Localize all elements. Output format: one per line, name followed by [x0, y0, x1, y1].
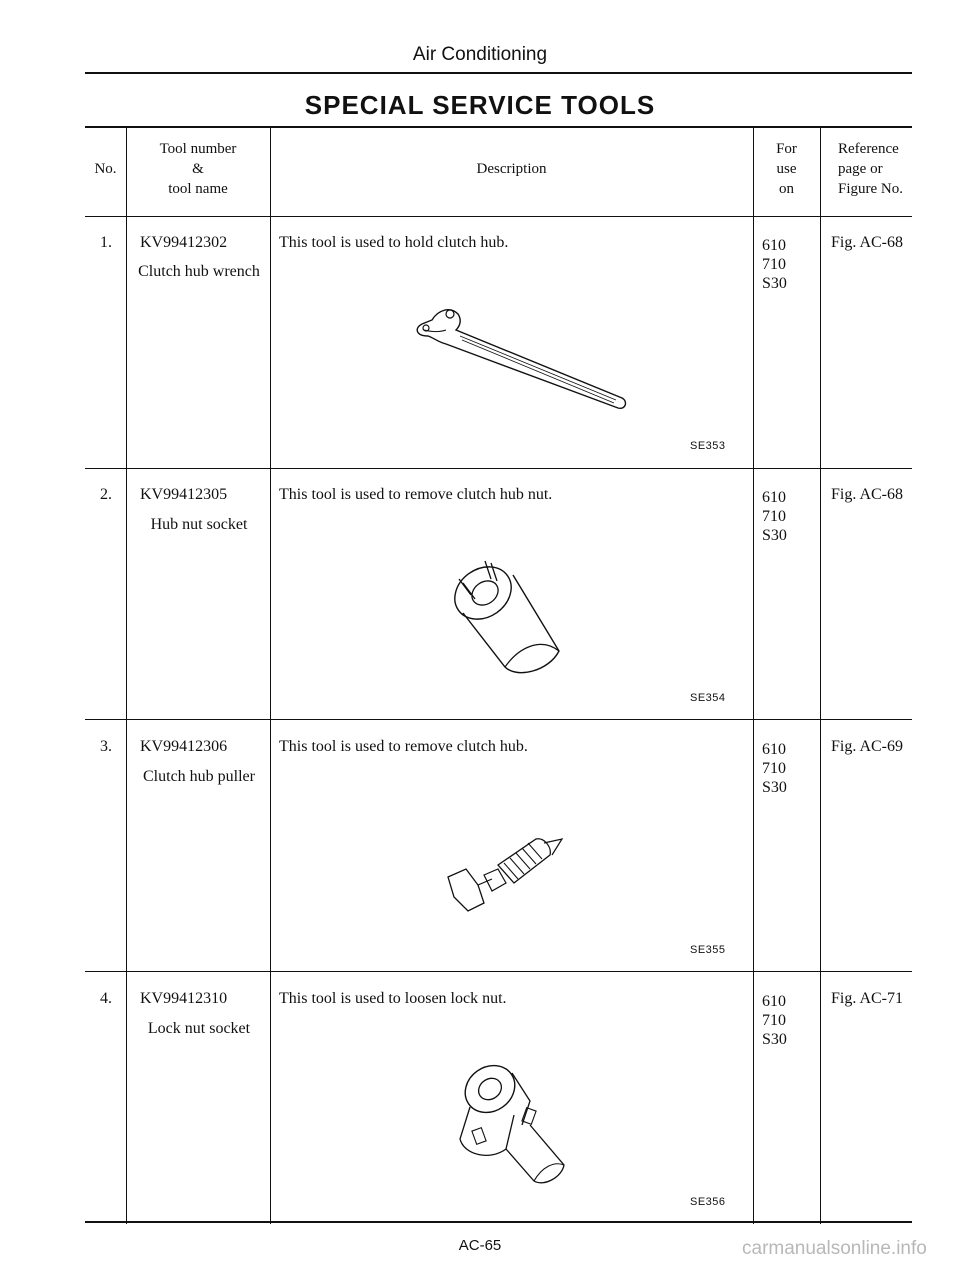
lock-nut-socket-illustration: [450, 1055, 580, 1190]
tool-number: KV99412305: [140, 486, 228, 503]
reference-figure: Fig. AC-71: [830, 990, 903, 1007]
figure-code: SE355: [690, 944, 726, 956]
model-list: 610 710 S30: [762, 237, 787, 292]
running-head: Air Conditioning: [412, 44, 548, 65]
header-reference: Reference page or Figure No.: [838, 141, 903, 197]
model-list: 610 710 S30: [762, 741, 787, 796]
row-number: 4.: [100, 990, 112, 1007]
column-divider: [270, 127, 271, 1224]
row-divider: [85, 468, 912, 469]
row-number: 3.: [100, 738, 112, 755]
column-divider: [820, 127, 821, 1224]
tool-number: KV99412302: [140, 234, 228, 251]
tool-description: This tool is used to remove clutch hub.: [279, 738, 528, 755]
table-bottom-rule: [85, 1221, 912, 1223]
figure-code: SE354: [690, 692, 726, 704]
clutch-hub-wrench-illustration: [410, 300, 630, 420]
reference-figure: Fig. AC-69: [830, 738, 903, 755]
column-divider: [753, 127, 754, 1224]
row-number: 1.: [100, 234, 112, 251]
row-divider: [85, 216, 912, 217]
row-number: 2.: [100, 486, 112, 503]
clutch-hub-puller-illustration: [440, 825, 570, 920]
page-number: AC-65: [458, 1237, 502, 1254]
tool-name: Lock nut socket: [147, 1020, 251, 1037]
header-rule: [85, 72, 912, 74]
figure-code: SE353: [690, 440, 726, 452]
tool-description: This tool is used to remove clutch hub nut.: [279, 486, 553, 503]
column-divider: [126, 127, 127, 1224]
reference-figure: Fig. AC-68: [830, 486, 903, 503]
reference-figure: Fig. AC-68: [830, 234, 903, 251]
tool-name: Clutch hub puller: [143, 768, 255, 785]
tool-name: Hub nut socket: [150, 516, 248, 533]
row-divider: [85, 971, 912, 972]
header-no: No.: [94, 161, 117, 177]
header-tool: Tool number & tool name: [159, 141, 237, 197]
row-divider: [85, 719, 912, 720]
model-list: 610 710 S30: [762, 993, 787, 1048]
page-title: SPECIAL SERVICE TOOLS: [304, 90, 656, 120]
watermark: carmanualsonline.info: [742, 1238, 927, 1259]
tool-description: This tool is used to loosen lock nut.: [279, 990, 507, 1007]
header-for-use-on: For use on: [776, 141, 797, 197]
tool-number: KV99412306: [140, 738, 228, 755]
tool-number: KV99412310: [140, 990, 228, 1007]
hub-nut-socket-illustration: [445, 555, 575, 685]
figure-code: SE356: [690, 1196, 726, 1208]
table-top-rule: [85, 126, 912, 128]
model-list: 610 710 S30: [762, 489, 787, 544]
tool-description: This tool is used to hold clutch hub.: [279, 234, 509, 251]
header-description: Description: [476, 161, 547, 177]
tool-name: Clutch hub wrench: [138, 263, 260, 280]
